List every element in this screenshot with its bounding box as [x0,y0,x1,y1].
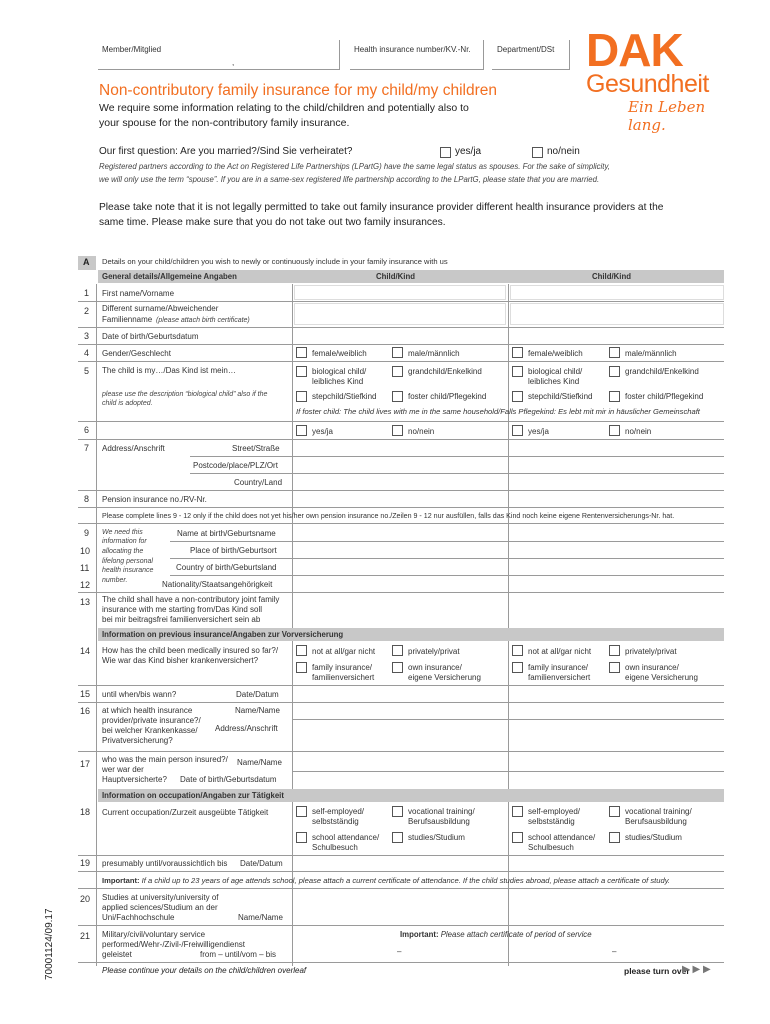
child2-self-employed-checkbox[interactable] [512,806,523,817]
legal-note-line2: same time. Please make sure that you do not take out two family insurances. [99,217,446,228]
row-number: 6 [84,425,90,435]
insured-so-far-label-2: Wie war das Kind bisher krankenversichert? [102,656,259,665]
divider [170,541,724,542]
child1-vocational-label2: Berufsausbildung [408,817,470,826]
child1-foster-yes-label: yes/ja [312,427,333,436]
divider [78,327,724,328]
child2-private-checkbox[interactable] [609,645,620,656]
legal-note-line1: Please take note that it is not legally permitted to take out family insurance provider different health insurance providers at the [99,202,664,213]
main-insured-label-1: who was the main person insured?/ [102,755,228,764]
married-question: Our first question: Are you married?/Sind Sie verheiratet? [99,146,353,157]
postcode-label: Postcode/place/PLZ/Ort [193,461,278,470]
surname-label-2: Familienname [102,315,153,324]
child2-school-label: school attendance/ [528,833,596,842]
row-number: 17 [80,759,91,769]
child1-self-employed-label: self-employed/ [312,807,365,816]
logo-brand: DAK [586,24,683,76]
child2-vocational-label: vocational training/ [625,807,692,816]
child2-header: Child/Kind [592,272,631,281]
married-no-checkbox[interactable] [532,147,543,158]
divider [78,344,724,345]
joint-insurance-label-2: insurance with me starting from/Das Kind soll [102,605,263,614]
child1-male-checkbox[interactable] [392,347,403,358]
occupation-label: Information on occupation/Angaben zur Tätigkeit [102,791,284,800]
row-number: 11 [80,563,90,573]
child1-biological-label: biological child/ [312,367,367,376]
row-number: 8 [84,494,90,504]
service-label-3: geleistet [102,950,132,959]
country-label: Country/Land [234,478,283,487]
gender-label: Gender/Geschlecht [102,349,171,358]
important-note-service [400,930,592,940]
child1-family-insurance-checkbox[interactable] [296,662,307,673]
current-occupation-label: Current occupation/Zurzeit ausgeübte Tätigkeit [102,808,269,817]
name-at-birth-label: Name at birth/Geburtsname [177,529,276,538]
surname-note: (please attach birth certificate) [156,317,250,324]
row-number: 7 [84,443,90,453]
until-when-label: until when/bis wann? [102,690,177,699]
row-number: 12 [80,580,91,590]
joint-insurance-label-3: bei mir beitragsfrei familienversichert sein ab [102,615,261,624]
child1-stepchild-checkbox[interactable] [296,391,307,402]
logo-slogan: Ein Leben lang. [628,98,706,134]
relation-note-line1: please use the description “biological child” also if the [102,391,268,398]
child1-private-label: privately/privat [408,647,460,656]
married-yes-label: yes/ja [455,146,482,157]
child2-family-insurance-label2: familienversichert [528,673,591,682]
child2-foster-no-checkbox[interactable] [609,425,620,436]
general-details-label: General details/Allgemeine Angaben [102,272,237,281]
divider [292,771,724,772]
department-field[interactable] [492,40,570,70]
divider [78,855,724,856]
main-insured-label-2: wer war der [102,765,144,774]
child1-stepchild-label: stepchild/Stiefkind [312,392,377,401]
child1-foster-checkbox[interactable] [392,391,403,402]
child1-studies-checkbox[interactable] [392,832,403,843]
row-number: 18 [80,807,91,817]
surname-label: Different surname/Abweichender [102,304,219,313]
child2-foster-yes-label: yes/ja [528,427,549,436]
divider [170,558,724,559]
row-number: 1 [84,288,90,298]
child2-stepchild-label: stepchild/Stiefkind [528,392,593,401]
child2-vocational-checkbox[interactable] [609,806,620,817]
turn-over-arrows-icon: ▶ ▶ ▶ [682,964,711,975]
divider [78,439,724,440]
service-dash-child1: – [397,947,402,956]
child2-male-checkbox[interactable] [609,347,620,358]
row-number: 19 [80,858,91,868]
presumably-until-date-label: Date/Datum [240,859,283,868]
child2-stepchild-checkbox[interactable] [512,391,523,402]
section-a-description: Details on your child/children you wish to newly or continuously include in your family insurance with us [102,257,448,266]
foster-note: If foster child: The child lives with me in the same household/Falls Pflegekind: Es lebt mit mir in häuslicher Gemeinschaft [296,407,700,416]
column-divider-left [96,284,97,966]
child1-surname-input[interactable] [294,303,506,325]
divider [78,962,724,963]
important-note-school-bold: Important: [102,876,140,885]
section-a-letter: A [83,257,90,267]
important-note-service-bold: Important: [400,930,439,939]
important-note-service-text: Please attach certificate of period of service [440,930,592,939]
provider-name-label: Name/Name [235,706,280,715]
member-label: Member/Mitglied [102,45,162,54]
child2-own-insurance-label: own insurance/ [625,663,679,672]
child1-header: Child/Kind [376,272,415,281]
form-code: 70001124/09.17 [44,908,55,980]
row-number: 2 [84,306,90,316]
university-label-2: applied sciences/Studium an der [102,903,218,912]
married-yes-checkbox[interactable] [440,147,451,158]
divider [78,507,724,508]
university-label-3: Uni/Fachhochschule [102,913,175,922]
child1-foster-no-checkbox[interactable] [392,425,403,436]
important-note-school-text: If a child up to 23 years of age attends school, please attach a current certificate of attendance. If the child studies abroad, please attach a certificate of study. [141,876,671,885]
child1-female-checkbox[interactable] [296,347,307,358]
child2-foster-yes-checkbox[interactable] [512,425,523,436]
allocation-note-5: health insurance [102,567,154,574]
child1-male-label: male/männlich [408,349,460,358]
logo-sub: Gesundheit [586,70,709,98]
intro-text-line2: your spouse for the non-contributory family insurance. [99,117,350,129]
dak-logo [586,24,726,134]
child1-female-label: female/weiblich [312,349,367,358]
important-note-school [102,876,670,886]
child1-not-insured-label: not at all/gar nicht [312,647,376,656]
divider [190,456,724,457]
allocation-note-1: We need this [102,529,143,536]
child2-female-label: female/weiblich [528,349,583,358]
service-dash-child2: – [612,947,617,956]
row-number: 3 [84,331,90,341]
row-number: 5 [84,366,90,376]
previous-provider-label-4: Privatversicherung? [102,736,173,745]
child1-own-insurance-label: own insurance/ [408,663,462,672]
university-label-1: Studies at university/university of [102,893,219,902]
child2-not-insured-label: not at all/gar nicht [528,647,592,656]
child2-female-checkbox[interactable] [512,347,523,358]
insurance-number-label: Health insurance number/KV.-Nr. [354,45,471,54]
pension-label: Pension insurance no./RV-Nr. [102,495,207,504]
divider [78,871,724,872]
row-number: 16 [80,706,91,716]
divider [78,490,724,491]
complete-lines-note: Please complete lines 9 - 12 only if the child does not yet his/her own pension insurance no./Zeilen 9 - 12 nur ausfüllen, falls das Kind noch keine eigene Rentenversicherungs-Nr. hat. [102,512,675,520]
service-from-until-label: from – until/vom – bis [200,950,277,959]
child1-own-insurance-checkbox[interactable] [392,662,403,673]
row-number: 20 [80,894,91,904]
allocation-note-6: number. [102,577,128,584]
child-relation-label: The child is my…/Das Kind ist mein… [102,366,236,375]
child1-not-insured-checkbox[interactable] [296,645,307,656]
child2-foster-label: foster child/Pflegekind [625,392,704,401]
member-field[interactable] [98,40,340,70]
previous-insurance-label: Information on previous insurance/Angaben zur Vorversicherung [102,630,344,639]
child2-foster-checkbox[interactable] [609,391,620,402]
previous-provider-label-1: at which health insurance [102,706,193,715]
child2-not-insured-checkbox[interactable] [512,645,523,656]
row-number: 13 [80,597,91,607]
divider [78,361,724,362]
divider [78,751,724,752]
divider [78,301,724,302]
provider-address-label: Address/Anschrift [215,724,278,733]
child2-own-insurance-checkbox[interactable] [609,662,620,673]
address-label: Address/Anschrift [102,444,165,453]
child2-school-label2: Schulbesuch [528,843,574,852]
continue-note: Please continue your details on the child/children overleaf [102,966,307,975]
main-insured-name-label: Name/Name [237,758,282,767]
divider [170,575,724,576]
previous-provider-label-3: bei welcher Krankenkasse/ [102,726,198,735]
child1-own-insurance-label2: eigene Versicherung [408,673,481,682]
insurance-number-field[interactable] [350,40,484,70]
divider [78,702,724,703]
child2-studies-checkbox[interactable] [609,832,620,843]
child1-private-checkbox[interactable] [392,645,403,656]
child1-foster-yes-checkbox[interactable] [296,425,307,436]
country-of-birth-label: Country of birth/Geburtsland [176,563,277,572]
child1-studies-label: studies/Studium [408,833,465,842]
child2-biological-checkbox[interactable] [512,366,523,377]
child1-vocational-checkbox[interactable] [392,806,403,817]
child2-biological-label: biological child/ [528,367,583,376]
divider [78,421,724,422]
nationality-label: Nationality/Staatsangehörigkeit [162,580,273,589]
child2-vocational-label2: Berufsausbildung [625,817,687,826]
until-when-date-label: Date/Datum [236,690,279,699]
child1-foster-label: foster child/Pflegekind [408,392,487,401]
divider [292,719,724,720]
child2-self-employed-label2: selbstständig [528,817,575,826]
divider [78,592,724,593]
child2-male-label: male/männlich [625,349,677,358]
child2-grandchild-checkbox[interactable] [609,366,620,377]
child2-studies-label: studies/Studium [625,833,682,842]
child1-self-employed-checkbox[interactable] [296,806,307,817]
university-name-label: Name/Name [238,913,283,922]
child1-grandchild-checkbox[interactable] [392,366,403,377]
row-number: 9 [84,528,90,538]
intro-text-line1: We require some information relating to the child/children and potentially also to [99,102,469,114]
child2-grandchild-label: grandchild/Enkelkind [625,367,699,376]
place-of-birth-label: Place of birth/Geburtsort [190,546,277,555]
partners-note-line1: Registered partners according to the Act on Registered Life Partnerships (LPartG) have the same legal status as spouses. For the sake of simplicity, [99,162,610,171]
relation-note-line2: child is adopted. [102,400,153,407]
child1-family-insurance-label: family insurance/ [312,663,373,672]
member-separator: , [232,58,235,67]
previous-provider-label-2: provider/private insurance?/ [102,716,201,725]
service-label-2: performed/Wehr-/Zivil-/Freiwilligendienst [102,940,246,949]
child1-biological-label2: leibliches Kind [312,377,364,386]
column-divider-child1 [292,284,293,966]
first-name-label: First name/Vorname [102,289,175,298]
child2-foster-no-label: no/nein [625,427,652,436]
child2-private-label: privately/privat [625,647,677,656]
child1-family-insurance-label2: familienversichert [312,673,375,682]
row-number: 10 [80,546,91,556]
child2-own-insurance-label2: eigene Versicherung [625,673,698,682]
child2-self-employed-label: self-employed/ [528,807,581,816]
child1-self-employed-label2: selbstständig [312,817,359,826]
joint-insurance-label-1: The child shall have a non-contributory joint family [102,595,280,604]
child1-school-checkbox[interactable] [296,832,307,843]
child1-vocational-label: vocational training/ [408,807,475,816]
child2-school-checkbox[interactable] [512,832,523,843]
main-insured-dob-label: Date of birth/Geburtsdatum [180,775,277,784]
child2-first-name-input[interactable] [510,285,724,300]
child2-family-insurance-label: family insurance/ [528,663,589,672]
allocation-note-2: information for [102,538,147,545]
child1-school-label2: Schulbesuch [312,843,358,852]
child2-biological-label2: leibliches Kind [528,377,580,386]
divider [78,523,724,524]
presumably-until-label: presumably until/voraussichtlich bis [102,859,228,868]
child1-grandchild-label: grandchild/Enkelkind [408,367,482,376]
insured-so-far-label-1: How has the child been medically insured so far?/ [102,646,279,655]
child1-biological-checkbox[interactable] [296,366,307,377]
partners-note-line2: we will only use the term “spouse”. If you are in a same-sex registered life partnership according to the LPartG, please state that you are married. [99,175,600,184]
department-label: Department/DSt [497,45,555,54]
allocation-note-4: lifelong personal [102,558,153,565]
row-number: 21 [80,931,91,941]
row-number: 15 [80,689,91,699]
turn-over-label: please turn over [624,966,690,976]
allocation-note-3: allocating the [102,548,144,555]
column-divider-child2 [508,284,509,966]
divider [78,888,724,889]
row-number: 4 [84,348,90,358]
child2-family-insurance-checkbox[interactable] [512,662,523,673]
divider [78,685,724,686]
main-insured-label-3: Hauptversicherte? [102,775,167,784]
married-no-label: no/nein [547,146,580,157]
child1-first-name-input[interactable] [294,285,506,300]
child1-foster-no-label: no/nein [408,427,435,436]
dob-label: Date of birth/Geburtsdatum [102,332,199,341]
child2-surname-input[interactable] [510,303,724,325]
street-label: Street/Straße [232,444,280,453]
page-title: Non-contributory family insurance for my child/my children [99,82,497,99]
row-number: 14 [80,646,91,656]
service-label-1: Military/civil/voluntary service [102,930,206,939]
child1-school-label: school attendance/ [312,833,380,842]
divider [78,925,724,926]
divider [190,473,724,474]
